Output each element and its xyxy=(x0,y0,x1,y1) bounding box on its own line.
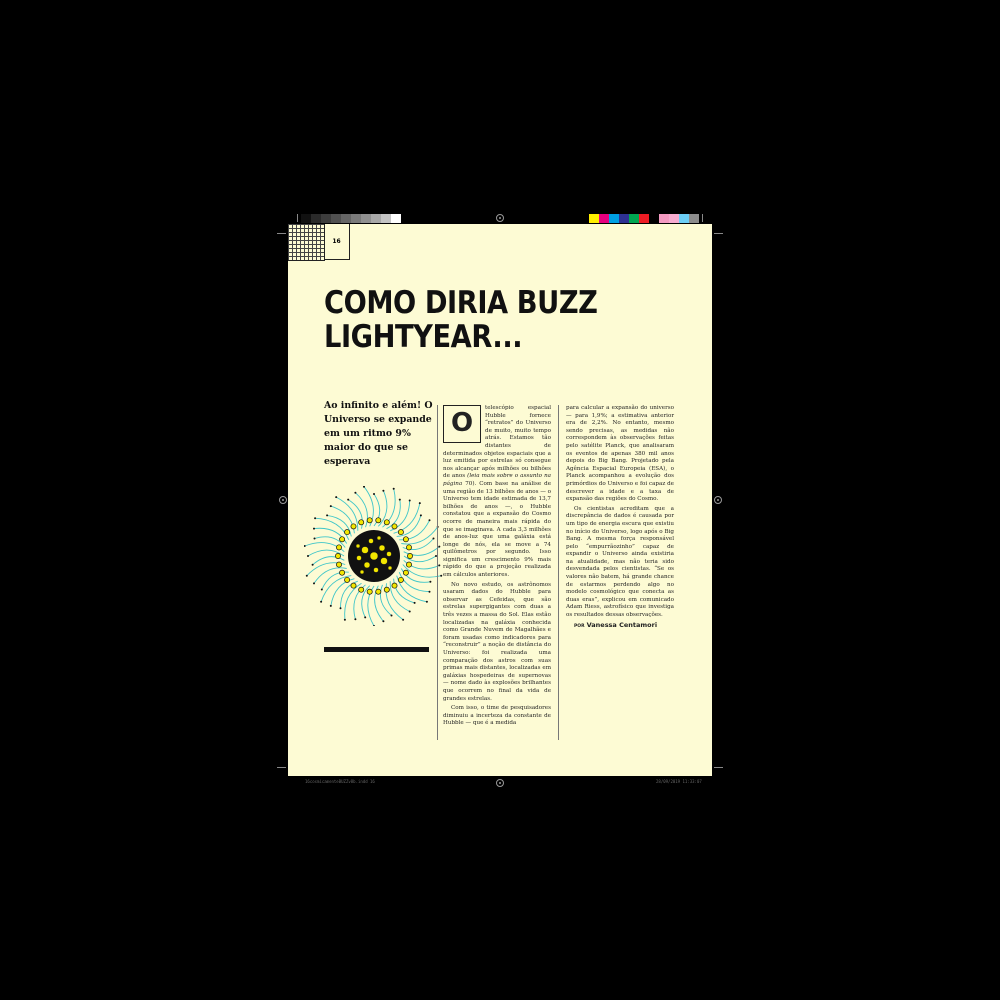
yellow-dot xyxy=(381,558,388,565)
color-swatch xyxy=(351,214,361,223)
tendril-tip xyxy=(354,492,356,494)
tendril-tip xyxy=(326,514,328,516)
yellow-dot xyxy=(384,520,389,525)
color-swatch xyxy=(381,214,391,223)
yellow-dot xyxy=(340,570,345,575)
yellow-dot xyxy=(335,553,340,558)
tendril xyxy=(315,518,349,540)
tendril-tip xyxy=(306,575,308,577)
tendril-tip xyxy=(426,601,428,603)
tendril-tip xyxy=(409,611,411,613)
yellow-dot xyxy=(398,530,403,535)
yellow-dot xyxy=(388,566,392,570)
yellow-dot xyxy=(364,562,370,568)
tendril-tip xyxy=(330,505,332,507)
registration-mark-right xyxy=(714,496,722,504)
tendril-tip xyxy=(312,564,314,566)
tendril xyxy=(399,520,429,540)
tendril-tip xyxy=(402,619,404,621)
tendril-tip xyxy=(438,564,440,566)
tendril-tip xyxy=(393,488,395,490)
tendril-tip xyxy=(429,591,431,593)
tendril-tip xyxy=(313,528,315,530)
column-rule-left xyxy=(437,405,438,740)
yellow-dot xyxy=(403,570,408,575)
tendril-tip xyxy=(391,615,393,617)
yellow-dot xyxy=(359,587,364,592)
color-swatch xyxy=(619,214,629,223)
color-swatch xyxy=(301,214,311,223)
color-swatch xyxy=(649,214,659,223)
gray-swatch-bar xyxy=(301,214,401,223)
drop-cap: O xyxy=(443,405,481,443)
tendril-tip xyxy=(429,519,431,521)
trim-mark xyxy=(277,233,286,234)
article-column-2 xyxy=(566,405,674,632)
color-swatch xyxy=(321,214,331,223)
tendril-tip xyxy=(344,619,346,621)
yellow-dot xyxy=(345,577,350,582)
tendril-tip xyxy=(354,618,356,620)
color-swatch xyxy=(391,214,401,223)
color-swatch-bar xyxy=(589,214,699,223)
yellow-dot xyxy=(403,537,408,542)
color-swatch xyxy=(659,214,669,223)
color-swatch xyxy=(629,214,639,223)
tendril-tip xyxy=(335,496,337,498)
tendril-tip xyxy=(314,538,316,540)
tendril-tip xyxy=(433,538,435,540)
yellow-dot xyxy=(392,524,397,529)
yellow-dot xyxy=(376,589,381,594)
tendril-tip xyxy=(429,581,431,583)
color-swatch xyxy=(311,214,321,223)
tendril-tip xyxy=(321,589,323,591)
tendril xyxy=(331,506,355,533)
yellow-dot xyxy=(345,530,350,535)
byline: POR Vanessa Centamori xyxy=(574,620,658,629)
registration-mark-top xyxy=(496,214,504,222)
tendril-tip xyxy=(440,575,442,577)
registration-mark-left xyxy=(279,496,287,504)
trim-mark xyxy=(714,767,723,768)
yellow-dot xyxy=(374,568,379,573)
magazine-page xyxy=(288,224,712,776)
tendril-tip xyxy=(347,499,349,501)
yellow-dot xyxy=(406,562,411,567)
grid-pattern xyxy=(288,224,325,261)
tendril-tip xyxy=(438,546,440,548)
yellow-dot xyxy=(360,570,364,574)
color-swatch xyxy=(341,214,351,223)
yellow-dot xyxy=(370,552,378,560)
color-swatch xyxy=(609,214,619,223)
cosmic-cell-illustration xyxy=(304,486,444,626)
footer-file-info: 16cosmicamenteBUZZv8b.indd 16 xyxy=(305,779,375,784)
yellow-dot xyxy=(351,583,356,588)
headline: COMO DIRIA BUZZ LIGHTYEAR... xyxy=(324,285,598,355)
yellow-dot xyxy=(376,518,381,523)
page-number: 16 xyxy=(324,224,350,260)
tendril-tip xyxy=(314,517,316,519)
paragraph: Com isso, o time de pesquisadores diminuiu a incerteza da constante de Hubble — que é a medida xyxy=(443,705,551,727)
tendril-tip xyxy=(340,607,342,609)
author-name: Vanessa Centamori xyxy=(586,620,658,629)
column-rule-middle xyxy=(558,405,559,740)
yellow-dot xyxy=(369,539,374,544)
yellow-dot xyxy=(387,552,392,557)
yellow-dot xyxy=(336,545,341,550)
trim-mark xyxy=(277,767,286,768)
article-column-1: O telescópio espacial Hubble fornece “retratos” do Universo de muito, muito tempo atrás. Estamos tão distantes de determinados objetos espaciais que a luz emitida por estrelas só consegue nos alcançar após milhões ou bilhões de anos (leia mais sobre o assunto na página 70). Com base na análise de uma região de 13 bilhões de anos — o Universo tem idade estimada de 13,7 bilhões de anos —, o Hubble constatou que a expansão do Cosmo ocorre de maneira mais rápida do que se imaginava. A cada 3,3 milhões de anos-luz que uma galáxia está longe de nós, ela se move a 74 quilômetros por segundo. Isso significa um crescimento 9% mais rápido do que a projeção realizada em cálculos anteriores. No novo estudo, os astrônomos usaram dados do Hubble para observar as Cefeidas, que são estrelas supergigantes com duas a três vezes a massa do Sol. Elas estão localizadas na galáxia conhecida como Grande Nuvem de Magalhães e foram usadas como indicadores para “reconstruir” a noção de distância do Universo: foi realizada uma comparação dos astros com suas primas mais distantes, localizadas em galáxias hospedeiras de supernovas — nome dado às explosões brilhantes que ocorrem no final da vida de grandes estrelas. Com isso, o time de pesquisadores diminuiu a incerteza da constante de Hubble — que é a medida xyxy=(443,405,552,727)
yellow-dot xyxy=(336,562,341,567)
color-swatch xyxy=(679,214,689,223)
tendril-tip xyxy=(420,514,422,516)
tendril-tip xyxy=(419,502,421,504)
tendril-tip xyxy=(320,601,322,603)
black-rule xyxy=(324,647,429,652)
yellow-dot xyxy=(359,520,364,525)
trim-mark xyxy=(714,233,723,234)
yellow-dot xyxy=(356,544,360,548)
color-swatch xyxy=(669,214,679,223)
paragraph: para calcular a expansão do universo — para 1,9%; a estimativa anterior era de 2,2%. No entanto, mesmo sendo precisas, as medidas não correspondem às observações feitas pelo satélite Planck, que analisaram os eventos de apenas 380 mil anos depois do Big Bang. Projetado pela Agência Espacial Europeia (ESA), o Planck acompanhou a evolução dos primórdios do Universo e foi capaz de descrever a idade e a taxa de expansão das regiões do Cosmo. xyxy=(566,405,674,503)
yellow-dot xyxy=(367,589,372,594)
color-swatch xyxy=(361,214,371,223)
deck-subtitle: Ao infinito e além! O Universo se expande em um ritmo 9% maior do que se esperava xyxy=(324,400,433,467)
yellow-dot xyxy=(351,524,356,529)
color-swatch xyxy=(589,214,599,223)
registration-mark-bottom xyxy=(496,779,504,787)
yellow-dot xyxy=(357,556,362,561)
tendril-tip xyxy=(313,582,315,584)
tendril-tip xyxy=(409,500,411,502)
tendril-tip xyxy=(382,490,384,492)
color-swatch xyxy=(371,214,381,223)
yellow-dot xyxy=(392,583,397,588)
color-swatch xyxy=(331,214,341,223)
color-swatch xyxy=(689,214,699,223)
yellow-dot xyxy=(379,545,385,551)
trim-mark xyxy=(702,214,703,222)
paragraph: Os cientistas acreditam que a discrepância de dados é causada por um tipo de energia escura que existiu no início do Universo, logo após o Big Bang. A mesma força responsável pelo “empurrãozinho” capaz de expandir o Universo ainda existiria na atualidade, mas não teria sido desvendada pelos cientistas. “Se os valores não batem, há grande chance de estarmos perdendo algo no modelo cosmológico que conecta as duas eras”, explicou em comunicado Adam Riess, astrofísico que investiga os resultados dessas observações. xyxy=(566,505,674,619)
tendril-tip xyxy=(364,616,366,618)
tendril-tip xyxy=(414,602,416,604)
yellow-dot xyxy=(407,553,412,558)
yellow-dot xyxy=(367,518,372,523)
tendril-tip xyxy=(373,493,375,495)
tendril xyxy=(394,579,415,603)
tendril-tip xyxy=(307,555,309,557)
paragraph: No novo estudo, os astrônomos usaram dados do Hubble para observar as Cefeidas, que são estrelas supergigantes com duas a três vezes a massa do Sol. Elas estão localizadas na galáxia conhecida como Grande Nuvem de Magalhães e foram usadas como indicadores para “reconstruir” a noção de distância do Universo: foi realizada uma comparação dos astros com suas primas mais distantes, localizadas em galáxias hospedeiras de supernovas — nome dado às explosões brilhantes que ocorrem no final da vida de grandes estrelas. xyxy=(443,581,551,702)
tendril-tip xyxy=(382,620,384,622)
color-swatch xyxy=(639,214,649,223)
yellow-dot xyxy=(377,536,381,540)
yellow-dot xyxy=(406,545,411,550)
tendril-tip xyxy=(330,605,332,607)
tendril-tip xyxy=(399,499,401,501)
yellow-dot xyxy=(398,577,403,582)
yellow-dot xyxy=(384,587,389,592)
yellow-dot xyxy=(340,537,345,542)
color-swatch xyxy=(599,214,609,223)
yellow-dot xyxy=(362,547,369,554)
footer-timestamp: 28/09/2019 11:33:07 xyxy=(656,779,702,784)
trim-mark xyxy=(297,214,298,222)
